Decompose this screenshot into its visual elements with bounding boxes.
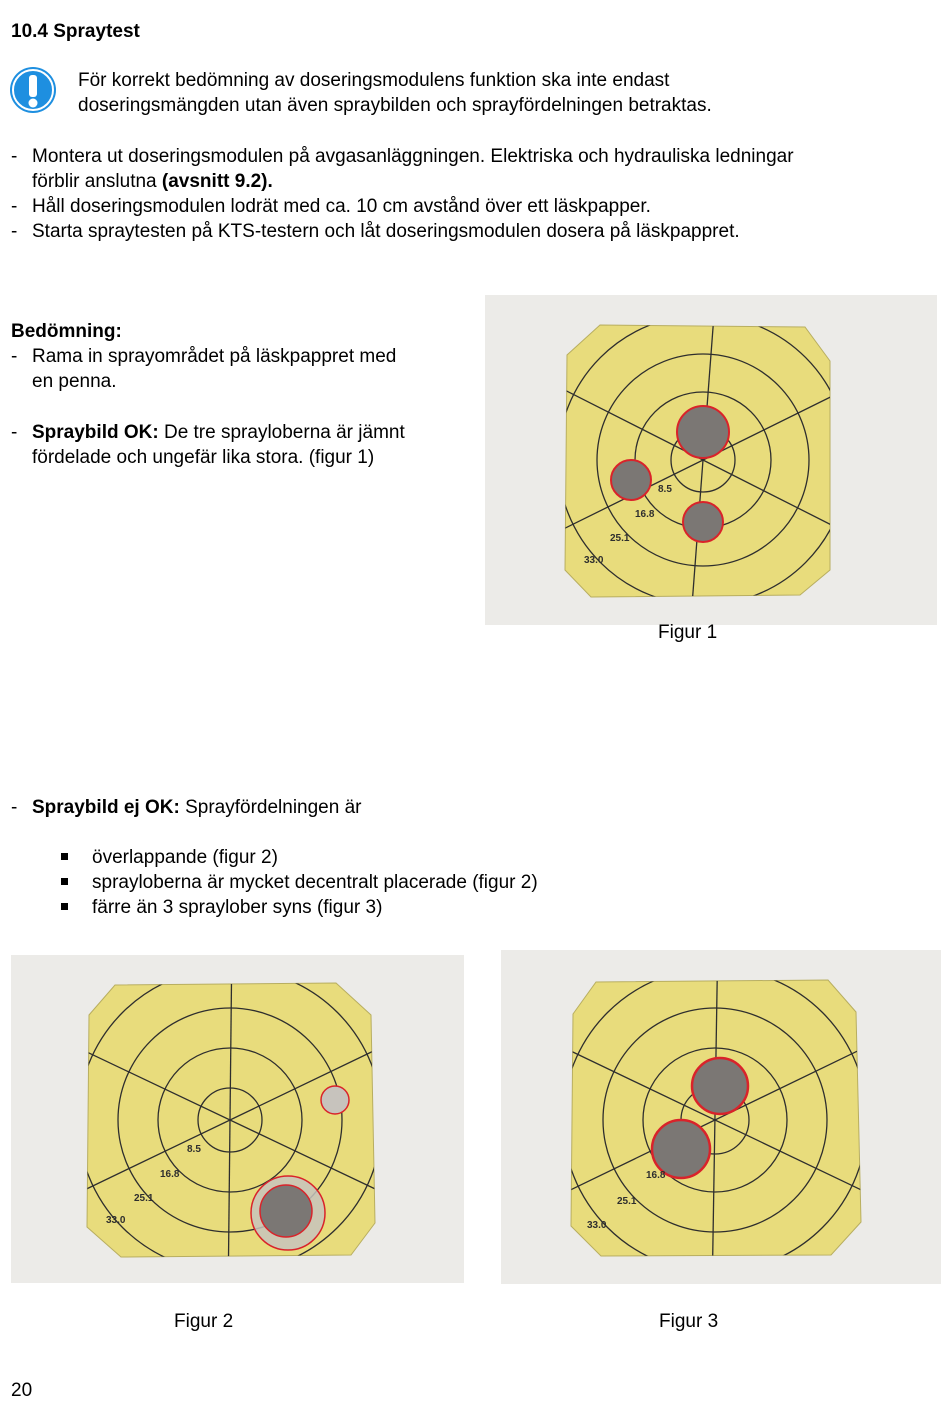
- dash: -: [11, 346, 18, 367]
- dash: -: [11, 422, 18, 443]
- dash: -: [11, 146, 18, 167]
- target-label: 16.8: [635, 509, 655, 520]
- target-label: 8.5: [187, 1144, 201, 1155]
- bullet: [61, 853, 68, 860]
- target-label: 25.1: [617, 1196, 637, 1207]
- bullet: [61, 878, 68, 885]
- figure-2-image: [11, 955, 464, 1283]
- step-2: Håll doseringsmodulen lodrät med ca. 10 cm avstånd över ett läskpapper.: [32, 196, 651, 217]
- not-ok-bullet-3: färre än 3 spraylober syns (figur 3): [92, 897, 383, 918]
- figure-3-image: [501, 950, 941, 1284]
- figure-2-caption: Figur 2: [174, 1311, 234, 1332]
- not-ok-bullet-2: sprayloberna är mycket decentralt placerade (figur 2): [92, 872, 538, 893]
- dash: -: [11, 196, 18, 217]
- step-1-line-2: förblir anslutna (avsnitt 9.2).: [32, 171, 273, 192]
- target-label: 33.0: [106, 1215, 126, 1226]
- dash: -: [11, 221, 18, 242]
- dash: -: [11, 797, 18, 818]
- target-label: 8.5: [658, 484, 672, 495]
- spray-ok-line-2: fördelade och ungefär lika stora. (figur 1): [32, 447, 375, 468]
- target-label: 25.1: [134, 1193, 154, 1204]
- spray-ok-line-1: Spraybild OK: De tre sprayloberna är jämnt: [32, 422, 405, 443]
- note-line-2: doseringsmängden utan även spraybilden och sprayfördelningen betraktas.: [78, 95, 712, 116]
- section-heading: 10.4 Spraytest: [11, 21, 140, 42]
- target-label: 25.1: [610, 533, 630, 544]
- assessment-title: Bedömning:: [11, 321, 122, 342]
- note-line-1: För korrekt bedömning av doseringsmodulens funktion ska inte endast: [78, 70, 670, 91]
- page-number: 20: [11, 1380, 33, 1401]
- target-label: 33.0: [584, 555, 604, 566]
- target-label: 33.0: [587, 1220, 607, 1231]
- bullet: [61, 903, 68, 910]
- target-label: 16.8: [646, 1170, 666, 1181]
- step-3: Starta spraytesten på KTS-testern och låt doseringsmodulen dosera på läskpappret.: [32, 221, 740, 242]
- spray-not-ok-line: Spraybild ej OK: Sprayfördelningen är: [32, 797, 362, 818]
- target-label: 16.8: [160, 1169, 180, 1180]
- exclamation-icon: [9, 66, 57, 114]
- not-ok-bullet-1: överlappande (figur 2): [92, 847, 278, 868]
- assessment-item-1-line-1: Rama in sprayområdet på läskpappret med: [32, 346, 397, 367]
- assessment-item-1-line-2: en penna.: [32, 371, 117, 392]
- figure-1-image: [485, 295, 937, 625]
- step-1-line-1: Montera ut doseringsmodulen på avgasanläggningen. Elektriska och hydrauliska ledningar: [32, 146, 794, 167]
- figure-1-caption: Figur 1: [658, 622, 718, 643]
- figure-3-caption: Figur 3: [659, 1311, 719, 1332]
